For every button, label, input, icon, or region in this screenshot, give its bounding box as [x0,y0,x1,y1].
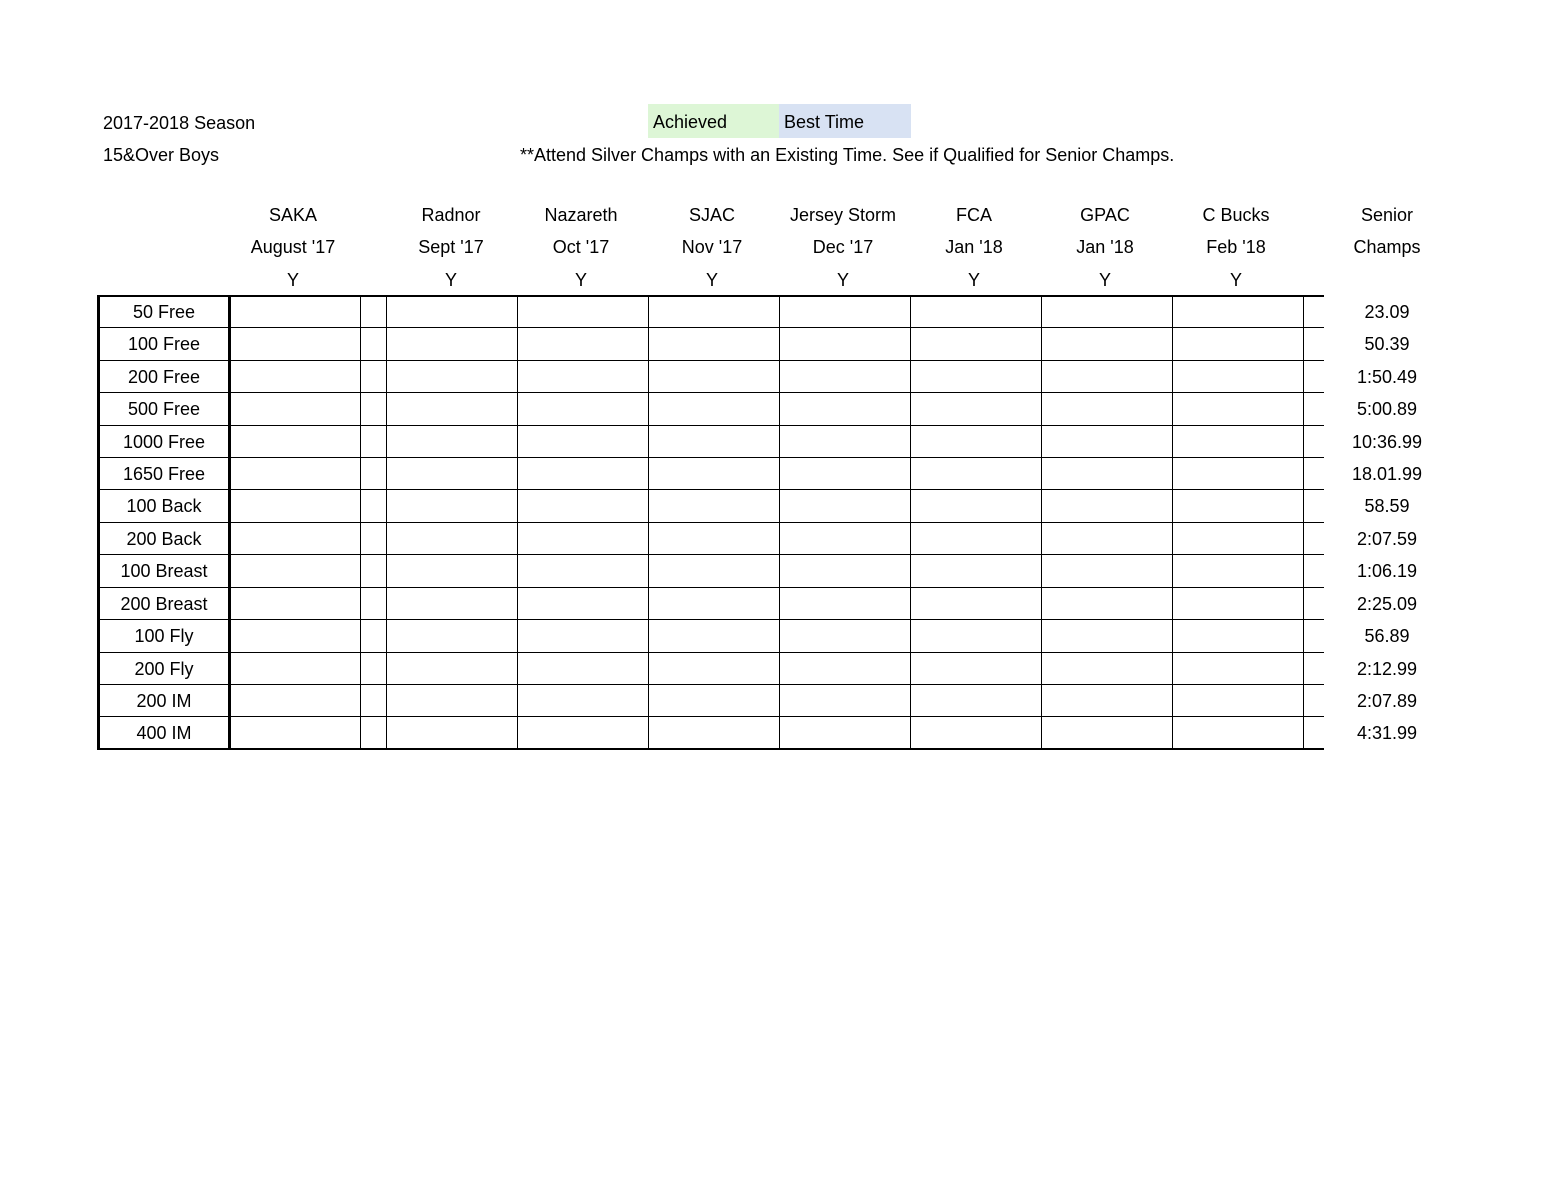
event-label: 1650 Free [122,464,206,484]
grid-row-line [98,360,1324,361]
senior-champs-time: 1:50.49 [1356,367,1418,387]
event-label: 200 Free [127,367,201,387]
meet-name: Nazareth [544,205,618,225]
senior-champs-time: 2:25.09 [1356,594,1418,614]
senior-champs-time: 23.09 [1364,302,1410,322]
grid-column-line [1041,295,1042,750]
legend-best-time-label: Best Time [784,112,865,132]
senior-champs-time: 18.01.99 [1351,464,1423,484]
meet-date: Oct '17 [552,237,610,257]
meet-flag: Y [705,270,718,290]
grid-row-line [98,587,1324,588]
grid-column-line [648,295,649,750]
legend-achieved [648,104,779,138]
grid-column-line [910,295,911,750]
event-label: 200 Breast [120,594,208,614]
meet-flag: Y [574,270,587,290]
meet-flag: Y [836,270,849,290]
event-label: 100 Breast [120,561,208,581]
senior-champs-header: Champs [1353,237,1421,257]
senior-champs-time: 5:00.89 [1356,399,1418,419]
grid-row-line [98,295,1324,297]
meet-name: FCA [956,205,992,225]
senior-champs-time: 2:12.99 [1356,659,1418,679]
event-label: 400 IM [136,723,192,743]
grid-row-line [98,457,1324,458]
meet-date: Nov '17 [681,237,743,257]
meet-flag: Y [1098,270,1111,290]
grid-row-line [98,489,1324,490]
senior-champs-time: 56.89 [1364,626,1410,646]
grid-row-line [98,652,1324,653]
senior-champs-time: 4:31.99 [1356,723,1418,743]
meet-date: Dec '17 [812,237,874,257]
season-title: 2017-2018 Season [103,113,256,133]
senior-champs-time: 58.59 [1364,496,1410,516]
grid-row-line [98,554,1324,555]
grid-column-line [386,295,387,750]
senior-champs-time: 10:36.99 [1351,432,1423,452]
grid-row-line [98,522,1324,523]
meet-flag: Y [444,270,457,290]
senior-champs-time: 50.39 [1364,334,1410,354]
event-label: 100 Free [127,334,201,354]
grid-row-line [98,748,1324,750]
meet-flag: Y [1229,270,1242,290]
event-label: 50 Free [132,302,196,322]
legend-achieved-label: Achieved [653,112,728,132]
meet-date: Jan '18 [945,237,1003,257]
event-label: 200 IM [136,691,192,711]
grid-column-line [360,295,361,750]
event-label: 100 Fly [134,626,194,646]
event-label: 500 Free [127,399,201,419]
meet-name: SAKA [268,205,318,225]
senior-champs-time: 2:07.59 [1356,529,1418,549]
meet-name: Radnor [421,205,481,225]
grid-column-line [230,295,231,750]
meet-name: GPAC [1080,205,1130,225]
meet-name: C Bucks [1202,205,1270,225]
meet-flag: Y [967,270,980,290]
meet-date: Jan '18 [1076,237,1134,257]
grid-column-line [1303,295,1304,750]
meet-flag: Y [286,270,299,290]
grid-row-line [98,327,1324,328]
event-label: 200 Fly [134,659,194,679]
senior-champs-time: 2:07.89 [1356,691,1418,711]
grid-column-line [1172,295,1173,750]
grid-row-line [98,392,1324,393]
senior-champs-header: Senior [1360,205,1414,225]
age-group-title: 15&Over Boys [103,145,220,165]
event-label: 100 Back [126,496,202,516]
grid-border-thick [97,295,100,750]
meet-date: Feb '18 [1206,237,1266,257]
grid-row-line [98,619,1324,620]
grid-row-line [98,425,1324,426]
qualification-note: **Attend Silver Champs with an Existing Time. See if Qualified for Senior Champs. [520,145,1175,165]
senior-champs-time: 1:06.19 [1356,561,1418,581]
grid-row-line [98,684,1324,685]
grid-column-line [779,295,780,750]
meet-name: Jersey Storm [789,205,897,225]
event-label: 1000 Free [122,432,206,452]
grid-column-line [517,295,518,750]
meet-name: SJAC [688,205,735,225]
legend-best-time [779,104,911,138]
meet-date: Sept '17 [418,237,484,257]
grid-row-line [98,716,1324,717]
event-label: 200 Back [126,529,202,549]
meet-date: August '17 [250,237,336,257]
